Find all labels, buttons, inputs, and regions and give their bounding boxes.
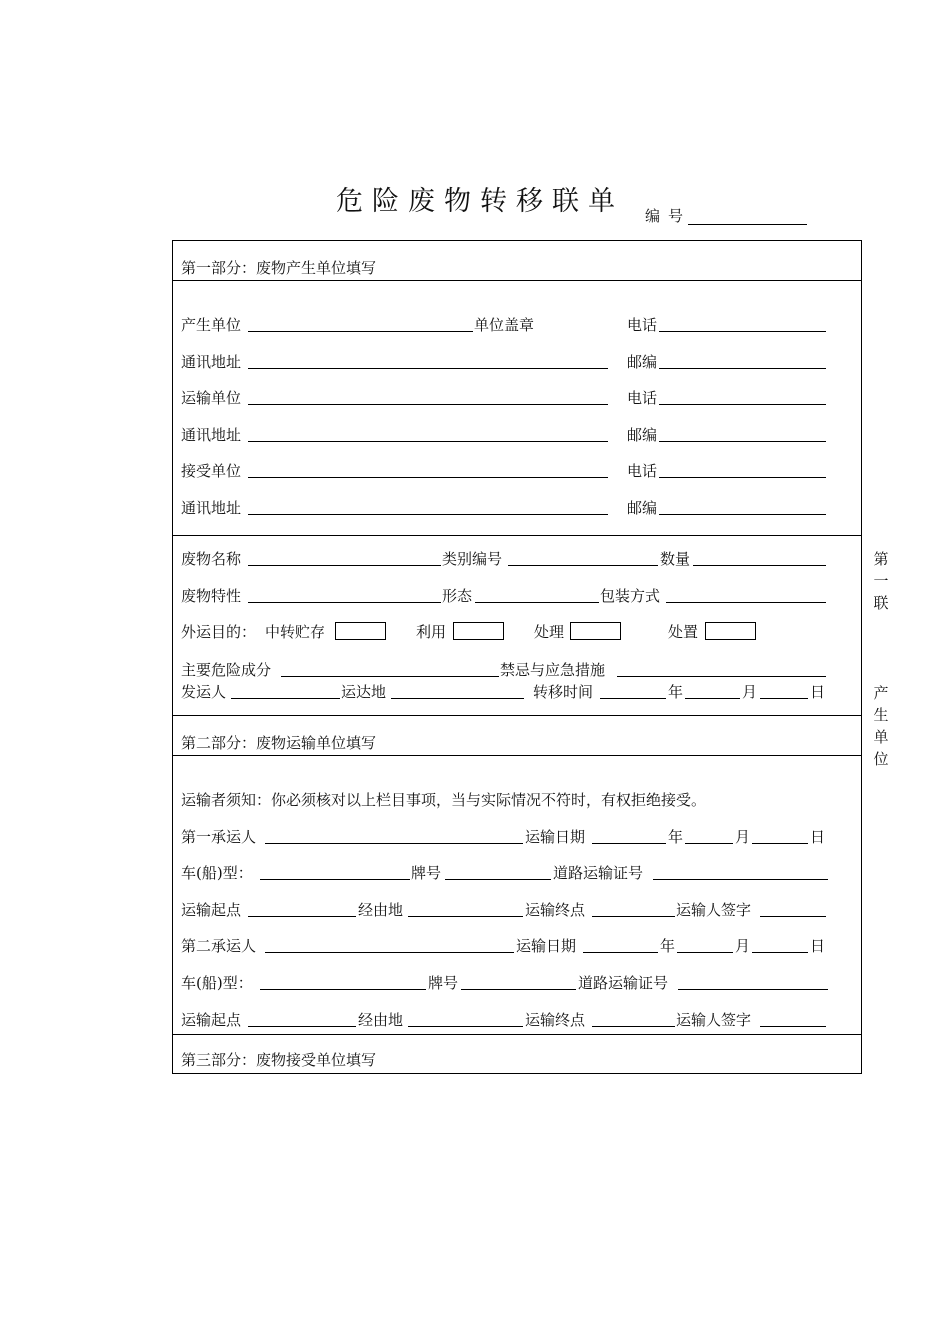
divider bbox=[172, 1034, 862, 1035]
part1-header: 第一部分：废物产生单位填写 bbox=[181, 259, 377, 277]
transport-address-label: 通讯地址 bbox=[181, 426, 242, 444]
carrier2-label: 第二承运人 bbox=[181, 937, 257, 955]
carrier1-month-label: 月 bbox=[735, 828, 751, 846]
divider bbox=[172, 715, 862, 716]
waste-property-label: 废物特性 bbox=[181, 587, 242, 605]
receiver-phone-label: 电话 bbox=[627, 462, 658, 480]
carrier1-year-field[interactable] bbox=[592, 828, 666, 844]
month-label: 月 bbox=[742, 683, 758, 701]
serial-number-label: 编号 bbox=[645, 207, 692, 225]
transport-address-field[interactable] bbox=[248, 426, 608, 442]
carrier2-end-label: 运输终点 bbox=[525, 1011, 586, 1029]
carrier2-permit-field[interactable] bbox=[678, 974, 828, 990]
carrier1-date-label: 运输日期 bbox=[525, 828, 586, 846]
producer-unit-field[interactable] bbox=[248, 316, 473, 332]
purpose-utilize-label: 利用 bbox=[416, 623, 447, 641]
divider bbox=[172, 535, 862, 536]
receiver-postcode-field[interactable] bbox=[659, 499, 826, 515]
carrier1-end-field[interactable] bbox=[592, 901, 675, 917]
carrier2-vehicle-field[interactable] bbox=[260, 974, 426, 990]
purpose-utilize-checkbox[interactable] bbox=[453, 622, 504, 640]
copy-label-char: 联 bbox=[873, 594, 889, 612]
waste-name-label: 废物名称 bbox=[181, 550, 242, 568]
receiver-unit-field[interactable] bbox=[248, 462, 608, 478]
destination-label: 运达地 bbox=[341, 683, 387, 701]
transport-postcode-label: 邮编 bbox=[627, 426, 658, 444]
purpose-storage-label: 中转贮存 bbox=[265, 623, 326, 641]
transport-phone-label: 电话 bbox=[627, 389, 658, 407]
carrier1-signature-label: 运输人签字 bbox=[676, 901, 752, 919]
purpose-treat-label: 处理 bbox=[534, 623, 565, 641]
carrier1-day-field[interactable] bbox=[752, 828, 808, 844]
carrier1-start-field[interactable] bbox=[248, 901, 356, 917]
part2-header: 第二部分：废物运输单位填写 bbox=[181, 734, 377, 752]
carrier1-vehicle-field[interactable] bbox=[260, 864, 410, 880]
carrier1-year-label: 年 bbox=[668, 828, 684, 846]
carrier1-signature-field[interactable] bbox=[760, 901, 826, 917]
carrier2-via-field[interactable] bbox=[408, 1011, 523, 1027]
carrier1-month-field[interactable] bbox=[685, 828, 733, 844]
taboo-emergency-label: 禁忌与应急措施 bbox=[500, 661, 606, 679]
producer-postcode-field[interactable] bbox=[659, 353, 826, 369]
purpose-dispose-checkbox[interactable] bbox=[705, 622, 756, 640]
carrier2-year-field[interactable] bbox=[583, 937, 658, 953]
carrier2-plate-label: 牌号 bbox=[428, 974, 459, 992]
serial-number-field[interactable] bbox=[688, 224, 807, 225]
unit-seal-label: 单位盖章 bbox=[474, 316, 535, 334]
carrier2-plate-field[interactable] bbox=[461, 974, 576, 990]
waste-property-field[interactable] bbox=[248, 587, 441, 603]
copy-label-char: 第 bbox=[873, 550, 889, 568]
divider bbox=[172, 755, 862, 756]
owner-label-vertical bbox=[872, 682, 890, 770]
packing-label: 包装方式 bbox=[600, 587, 661, 605]
form-title: 危险废物转移联单 bbox=[336, 186, 624, 217]
producer-phone-label: 电话 bbox=[627, 316, 658, 334]
carrier2-month-label: 月 bbox=[735, 937, 751, 955]
shipper-field[interactable] bbox=[231, 683, 340, 699]
producer-postcode-label: 邮编 bbox=[627, 353, 658, 371]
carrier1-via-field[interactable] bbox=[408, 901, 523, 917]
category-code-label: 类别编号 bbox=[442, 550, 503, 568]
copy-label-char: 一 bbox=[873, 572, 889, 590]
transport-unit-field[interactable] bbox=[248, 389, 608, 405]
carrier1-start-label: 运输起点 bbox=[181, 901, 242, 919]
quantity-field[interactable] bbox=[693, 550, 826, 566]
quantity-label: 数量 bbox=[660, 550, 691, 568]
carrier2-day-label: 日 bbox=[810, 937, 826, 955]
producer-address-field[interactable] bbox=[248, 353, 608, 369]
main-hazard-label: 主要危险成分 bbox=[181, 661, 272, 679]
divider bbox=[172, 280, 862, 281]
taboo-emergency-field[interactable] bbox=[617, 661, 826, 677]
carrier1-permit-label: 道路运输证号 bbox=[553, 864, 644, 882]
transfer-time-label: 转移时间 bbox=[533, 683, 594, 701]
producer-phone-field[interactable] bbox=[659, 316, 826, 332]
copy-label-vertical bbox=[872, 548, 890, 614]
owner-label-char: 单 bbox=[873, 728, 889, 746]
carrier1-via-label: 经由地 bbox=[358, 901, 404, 919]
waste-name-field[interactable] bbox=[248, 550, 441, 566]
day-label: 日 bbox=[810, 683, 826, 701]
transfer-month-field[interactable] bbox=[685, 683, 740, 699]
owner-label-char: 产 bbox=[873, 684, 889, 702]
transport-unit-label: 运输单位 bbox=[181, 389, 242, 407]
purpose-dispose-label: 处置 bbox=[668, 623, 699, 641]
transfer-day-field[interactable] bbox=[760, 683, 808, 699]
carrier2-day-field[interactable] bbox=[752, 937, 808, 953]
carrier2-start-label: 运输起点 bbox=[181, 1011, 242, 1029]
carrier2-permit-label: 道路运输证号 bbox=[578, 974, 669, 992]
year-label: 年 bbox=[668, 683, 684, 701]
carrier2-via-label: 经由地 bbox=[358, 1011, 404, 1029]
carrier2-vehicle-label: 车(船)型： bbox=[181, 974, 253, 992]
producer-unit-label: 产生单位 bbox=[181, 316, 242, 334]
packing-field[interactable] bbox=[666, 587, 826, 603]
owner-label-char: 位 bbox=[873, 750, 889, 768]
shipper-label: 发运人 bbox=[181, 683, 227, 701]
part3-header: 第三部分：废物接受单位填写 bbox=[181, 1051, 377, 1069]
carrier2-signature-field[interactable] bbox=[760, 1011, 826, 1027]
purpose-label: 外运目的： bbox=[181, 623, 257, 641]
main-hazard-field[interactable] bbox=[281, 661, 499, 677]
carrier2-year-label: 年 bbox=[660, 937, 676, 955]
category-code-field[interactable] bbox=[508, 550, 658, 566]
carrier2-end-field[interactable] bbox=[592, 1011, 675, 1027]
purpose-storage-checkbox[interactable] bbox=[335, 622, 386, 640]
carrier1-permit-field[interactable] bbox=[653, 864, 828, 880]
form-label: 形态 bbox=[442, 587, 473, 605]
receiver-unit-label: 接受单位 bbox=[181, 462, 242, 480]
carrier1-plate-label: 牌号 bbox=[411, 864, 442, 882]
receiver-address-label: 通讯地址 bbox=[181, 499, 242, 517]
carrier2-month-field[interactable] bbox=[677, 937, 733, 953]
carrier1-label: 第一承运人 bbox=[181, 828, 257, 846]
transfer-year-field[interactable] bbox=[600, 683, 666, 699]
carrier2-date-label: 运输日期 bbox=[516, 937, 577, 955]
transport-phone-field[interactable] bbox=[659, 389, 826, 405]
carrier1-end-label: 运输终点 bbox=[525, 901, 586, 919]
receiver-address-field[interactable] bbox=[248, 499, 608, 515]
destination-field[interactable] bbox=[391, 683, 524, 699]
producer-address-label: 通讯地址 bbox=[181, 353, 242, 371]
owner-label-char: 生 bbox=[873, 706, 889, 724]
transport-postcode-field[interactable] bbox=[659, 426, 826, 442]
purpose-treat-checkbox[interactable] bbox=[570, 622, 621, 640]
transport-notice: 运输者须知：你必须核对以上栏目事项，当与实际情况不符时，有权拒绝接受。 bbox=[181, 791, 707, 809]
carrier1-day-label: 日 bbox=[810, 828, 826, 846]
carrier2-signature-label: 运输人签字 bbox=[676, 1011, 752, 1029]
carrier1-vehicle-label: 车(船)型： bbox=[181, 864, 253, 882]
carrier2-field[interactable] bbox=[265, 937, 514, 953]
carrier2-start-field[interactable] bbox=[248, 1011, 356, 1027]
receiver-phone-field[interactable] bbox=[659, 462, 826, 478]
form-field[interactable] bbox=[475, 587, 599, 603]
carrier1-field[interactable] bbox=[265, 828, 523, 844]
carrier1-plate-field[interactable] bbox=[445, 864, 551, 880]
receiver-postcode-label: 邮编 bbox=[627, 499, 658, 517]
